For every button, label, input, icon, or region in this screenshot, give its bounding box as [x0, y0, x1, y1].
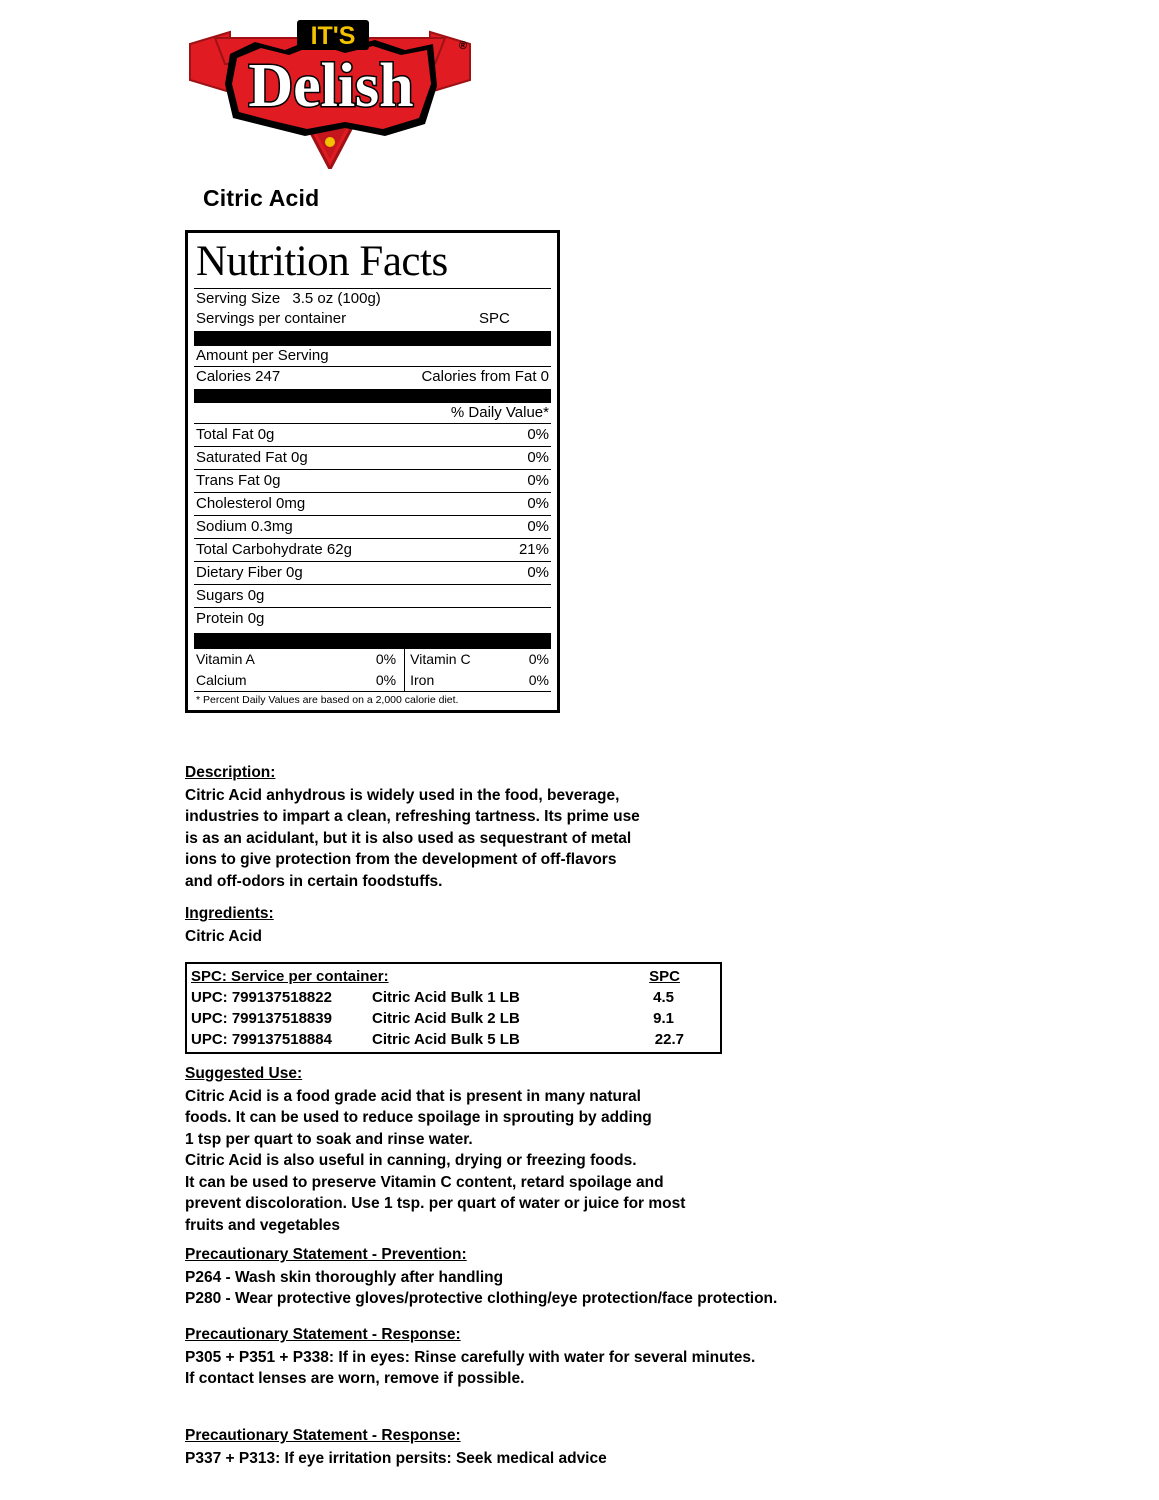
spc-header-value: SPC	[649, 968, 680, 985]
nutrient-row-saturated-fat	[194, 446, 551, 469]
nutrient-row-total-fat	[194, 423, 551, 446]
spc-header-label: SPC: Service per container:	[191, 968, 389, 985]
divider-bar-thick	[194, 331, 551, 346]
suggested-use-line: 1 tsp per quart to soak and rinse water.	[185, 1130, 473, 1148]
description-line: ions to give protection from the development of off-flavors	[185, 851, 617, 868]
calcium-label: Calcium	[196, 672, 247, 688]
suggested-use-line: It can be used to preserve Vitamin C content, retard spoilage and	[185, 1173, 664, 1191]
precaution-prevention-line: P280 - Wear protective gloves/protective clothing/eye protection/face protection.	[185, 1290, 778, 1307]
nutrition-facts-title: Nutrition Facts	[196, 238, 448, 285]
logo-delish-text: Delish	[248, 52, 414, 120]
precaution-response-1-line: If contact lenses are worn, remove if possible.	[185, 1370, 525, 1387]
nutrient-row-sodium	[194, 515, 551, 538]
calories-from-fat-label: Calories from Fat 0	[421, 368, 549, 385]
nutrient-label: Total Fat 0g	[196, 426, 275, 443]
divider-bar-thick-3	[194, 633, 551, 649]
servings-per-container-row	[194, 309, 551, 329]
nutrient-pct: 0%	[527, 495, 549, 512]
precaution-response-1-section	[185, 1324, 755, 1390]
nutrient-label: Sugars 0g	[196, 587, 265, 604]
daily-value-header: % Daily Value*	[450, 404, 549, 421]
nutrient-pct: 0%	[527, 426, 549, 443]
nutrient-row-trans-fat	[194, 469, 551, 492]
serving-size-value: 3.5 oz (100g)	[292, 290, 381, 307]
spc-product-name: Citric Acid Bulk 5 LB	[372, 1031, 520, 1048]
description-line: and off-odors in certain foodstuffs.	[185, 872, 443, 890]
table-row	[194, 670, 551, 691]
registered-trademark-icon: ®	[458, 40, 467, 52]
servings-per-container-value: SPC	[479, 310, 510, 327]
vitamin-c-pct: 0%	[528, 651, 549, 667]
spc-value: 9.1	[653, 1010, 674, 1027]
nutrient-pct: 21%	[518, 541, 549, 558]
description-line: is as an acidulant, but it is also used as sequestrant of metal	[185, 829, 632, 847]
vitamin-a-pct: 0%	[375, 651, 397, 667]
nutrient-label: Trans Fat 0g	[196, 472, 281, 489]
suggested-use-line: Citric Acid is a food grade acid that is present in many natural	[185, 1087, 641, 1105]
divider-bar-thick-2	[194, 389, 551, 403]
nutrient-label: Dietary Fiber 0g	[196, 564, 303, 581]
nutrition-facts-panel	[185, 230, 560, 713]
table-row	[187, 1008, 720, 1029]
spc-upc: UPC: 799137518839	[191, 1010, 332, 1027]
spc-product-name: Citric Acid Bulk 2 LB	[372, 1010, 520, 1027]
nutrient-pct: 0%	[527, 472, 549, 489]
nutrient-pct: 0%	[527, 564, 549, 581]
logo-its-text: IT'S	[310, 22, 356, 50]
vitamin-a-label: Vitamin A	[196, 651, 255, 667]
ingredients-line: Citric Acid	[185, 927, 262, 945]
nutrient-label: Saturated Fat 0g	[196, 449, 308, 466]
ingredients-heading: Ingredients:	[185, 905, 274, 922]
suggested-use-section	[185, 1063, 685, 1236]
vitamins-table	[194, 649, 551, 691]
servings-per-container-label: Servings per container	[196, 310, 347, 327]
precaution-prevention-heading: Precautionary Statement - Prevention:	[185, 1246, 467, 1263]
nutrient-label: Total Carbohydrate 62g	[196, 541, 352, 558]
vitamin-c-label: Vitamin C	[405, 649, 505, 670]
table-row	[187, 1029, 720, 1050]
spc-upc: UPC: 799137518884	[191, 1031, 332, 1048]
calcium-pct: 0%	[375, 672, 397, 688]
nutrient-row-cholesterol	[194, 492, 551, 515]
nutrient-pct: 0%	[527, 449, 549, 466]
suggested-use-line: prevent discoloration. Use 1 tsp. per quart of water or juice for most	[185, 1195, 686, 1212]
spc-table-header	[187, 966, 720, 987]
precaution-response-2-line: P337 + P313: If eye irritation persits: Seek medical advice	[185, 1449, 607, 1467]
suggested-use-line: foods. It can be used to reduce spoilage in sprouting by adding	[185, 1109, 652, 1126]
table-row	[187, 987, 720, 1008]
precaution-response-2-heading: Precautionary Statement - Response:	[185, 1427, 461, 1444]
nutrient-label: Protein 0g	[196, 610, 265, 627]
precaution-response-2-section	[185, 1425, 607, 1469]
delish-logo-graphic	[185, 14, 475, 169]
suggested-use-heading: Suggested Use:	[185, 1065, 303, 1082]
daily-value-footnote: * Percent Daily Values are based on a 2,000 calorie diet.	[194, 691, 551, 710]
nutrient-row-sugars	[194, 584, 551, 607]
nutrient-row-total-carbohydrate	[194, 538, 551, 561]
precaution-prevention-line: P264 - Wash skin thoroughly after handling	[185, 1268, 504, 1286]
suggested-use-line: fruits and vegetables	[185, 1216, 341, 1234]
iron-pct: 0%	[528, 672, 549, 688]
spc-value: 4.5	[653, 989, 674, 1006]
description-section	[185, 762, 640, 892]
nutrient-row-protein	[194, 607, 551, 630]
serving-size-label: Serving Size	[196, 290, 281, 307]
nutrient-label: Cholesterol 0mg	[196, 495, 306, 512]
brand-logo	[185, 14, 475, 169]
page-title: Citric Acid	[203, 185, 320, 211]
description-line: industries to impart a clean, refreshing tartness. Its prime use	[185, 808, 640, 825]
spc-product-name: Citric Acid Bulk 1 LB	[372, 989, 520, 1006]
nutrient-pct: 0%	[527, 518, 549, 535]
description-heading: Description:	[185, 764, 276, 781]
serving-size-row	[194, 289, 551, 309]
iron-label: Iron	[405, 670, 505, 691]
spc-upc: UPC: 799137518822	[191, 989, 332, 1006]
nutrient-row-dietary-fiber	[194, 561, 551, 584]
ingredients-section	[185, 903, 274, 947]
precaution-response-1-line: P305 + P351 + P338: If in eyes: Rinse carefully with water for several minutes.	[185, 1348, 756, 1366]
spc-table	[185, 962, 722, 1054]
precaution-response-1-heading: Precautionary Statement - Response:	[185, 1326, 461, 1343]
nutrient-label: Sodium 0.3mg	[196, 518, 293, 535]
spc-value: 22.7	[654, 1031, 684, 1048]
table-row	[194, 649, 551, 670]
calories-row	[194, 367, 551, 387]
description-line: Citric Acid anhydrous is widely used in the food, beverage,	[185, 786, 620, 804]
suggested-use-line: Citric Acid is also useful in canning, drying or freezing foods.	[185, 1152, 637, 1169]
precaution-prevention-section	[185, 1244, 777, 1310]
amount-per-serving-label: Amount per Serving	[194, 346, 551, 367]
calories-label: Calories 247	[196, 368, 281, 385]
